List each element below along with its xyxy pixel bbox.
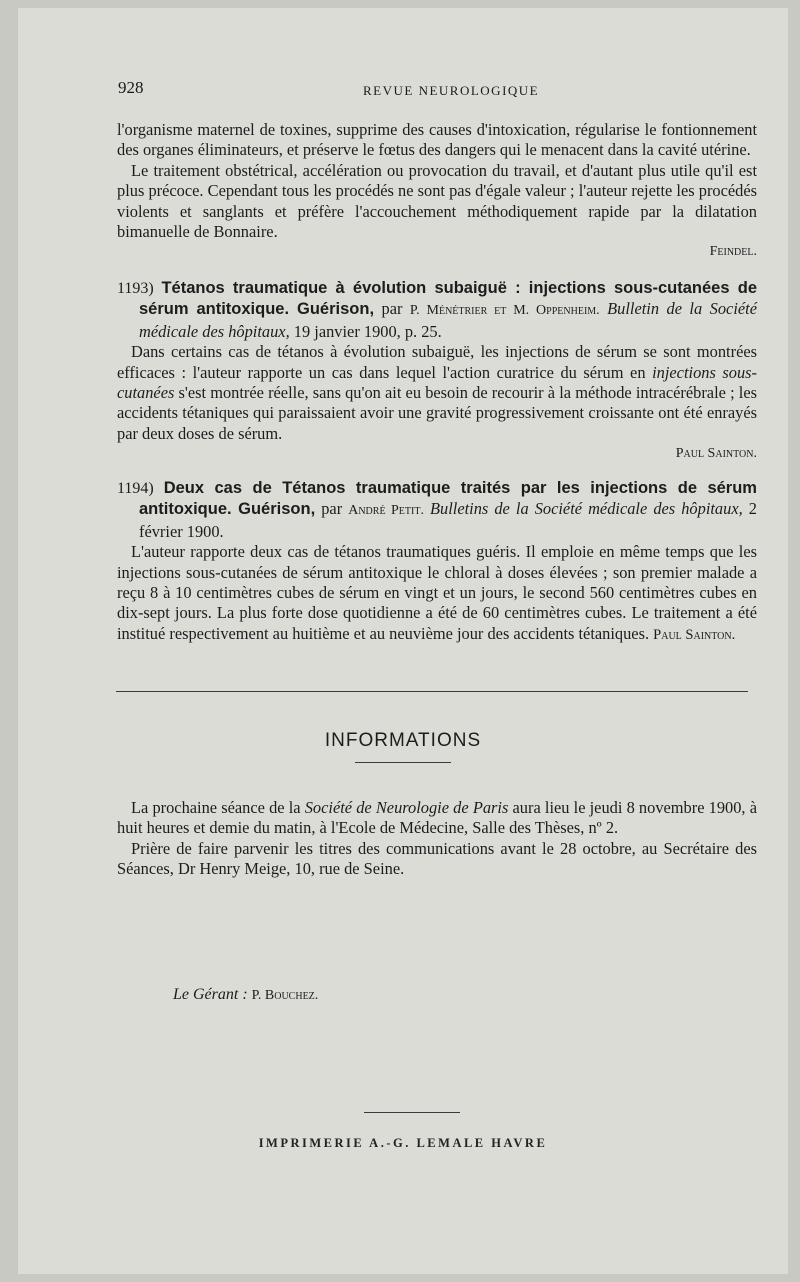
signature-sainton-2: Paul Sainton. — [653, 626, 736, 643]
continuation-paragraph-2: Le traitement obstétrical, accélération ou provocation du travail, et d'autant plus utile qu'il est plus précoce. Cependant tous les procédés ne sont pas d'égale valeur ; l'auteur rejette les procédés violents et sanglants et préfère l'accouchement méthodiquement rapide par la dilatation bimanuelle de Bonnaire. Feindel. — [117, 161, 757, 263]
entry-1193 — [117, 278, 757, 465]
page-header — [118, 78, 758, 104]
entry-1194-source: Bulletins de la Société médicale des hôpitaux, — [430, 499, 743, 519]
entry-1194-title: Deux cas de Tétanos traumatique traités par les injections de sérum antitoxique. Guérison, — [139, 479, 757, 519]
running-head: REVUE NEUROLOGIQUE — [363, 83, 540, 98]
entry-1194 — [117, 478, 757, 645]
signature-feindel: Feindel. — [709, 244, 757, 260]
section-divider — [116, 691, 748, 692]
entry-1194-authors: André Petit. — [348, 503, 424, 519]
informations-heading: INFORMATIONS — [324, 730, 482, 751]
page-number: 928 — [118, 78, 144, 97]
entry-1193-body: Dans certains cas de tétanos à évolution subaiguë, les injections de sérum se sont montrées efficaces : l'auteur rapporte un cas dans lequel l'action curatrice du sérum en injections sous-cutanées s'est montrée réelle, sans qu'on ait eu besoin de recourir à la méthode intracérébrale ; les accidents tétaniques qui paraissaient avoir une gravité progressivement croissante ont été enrayés par deux doses de sérum. Paul Sainton. — [117, 342, 757, 464]
gerant-line: Le Gérant : P. Bouchez. — [173, 986, 319, 1003]
journal-page — [18, 8, 788, 1274]
printer-imprint: IMPRIMERIE A.-G. LEMALE HAVRE — [258, 1136, 548, 1150]
continuation-block — [117, 120, 757, 263]
imprint-rule — [364, 1112, 460, 1113]
entry-1193-source: Bulletin de la Société médicale des hôpitaux, — [139, 299, 757, 341]
informations-paragraph-1: La prochaine séance de la Société de Neurologie de Paris aura lieu le jeudi 8 novembre 1900, à huit heures et demie du matin, à l'Ecole de Médecine, Salle des Thèses, nº 2. — [117, 798, 757, 838]
heading-underline — [355, 762, 451, 763]
entry-1193-authors: P. Ménétrier et M. Oppenheim. — [409, 303, 600, 319]
informations-paragraph-2: Prière de faire parvenir les titres des communications avant le 28 octobre, au Secrétaire des Séances, Dr Henry Meige, 10, rue de Seine. — [117, 838, 757, 879]
continuation-paragraph-1: l'organisme maternel de toxines, supprime des causes d'intoxication, régularise le fontionnement des organes éliminateurs, et préserve le fœtus des dangers qui le menacent dans la cavité utérine. — [117, 120, 757, 160]
signature-sainton-1: Paul Sainton. — [675, 446, 757, 462]
entry-1194-heading: 1194) Deux cas de Tétanos traumatique traités par les injections de sérum antitoxique. Guérison, par André Petit. Bulletins de la Société médicale des hôpitaux, 2 février 1900. — [117, 479, 757, 541]
entry-1193-title: Tétanos traumatique à évolution subaiguë : injections sous-cutanées de sérum antitoxique. Guérison, — [139, 279, 757, 319]
informations-block — [117, 798, 757, 880]
entry-1194-body: L'auteur rapporte deux cas de tétanos traumatiques guéris. Il emploie en même temps que les injections sous-cutanées de sérum antitoxique le chloral à doses élevées ; son premier malade a reçu 8 à 10 centimètres cubes de sérum en vingt et un jours, le second 560 centimètres cubes en dix-sept jours. La plus forte dose quotidienne a été de 60 centimètres cubes. Le traitement a été institué respectivement au huitième et au neuvième jour des accidents tétaniques. Paul Sainton. — [117, 542, 757, 643]
entry-1193-heading: 1193) Tétanos traumatique à évolution subaiguë : injections sous-cutanées de sérum antitoxique. Guérison, par P. Ménétrier et M. Oppenheim. Bulletin de la Société médicale des hôpitaux, 19 janvier 1900, p. 25. — [117, 279, 757, 341]
